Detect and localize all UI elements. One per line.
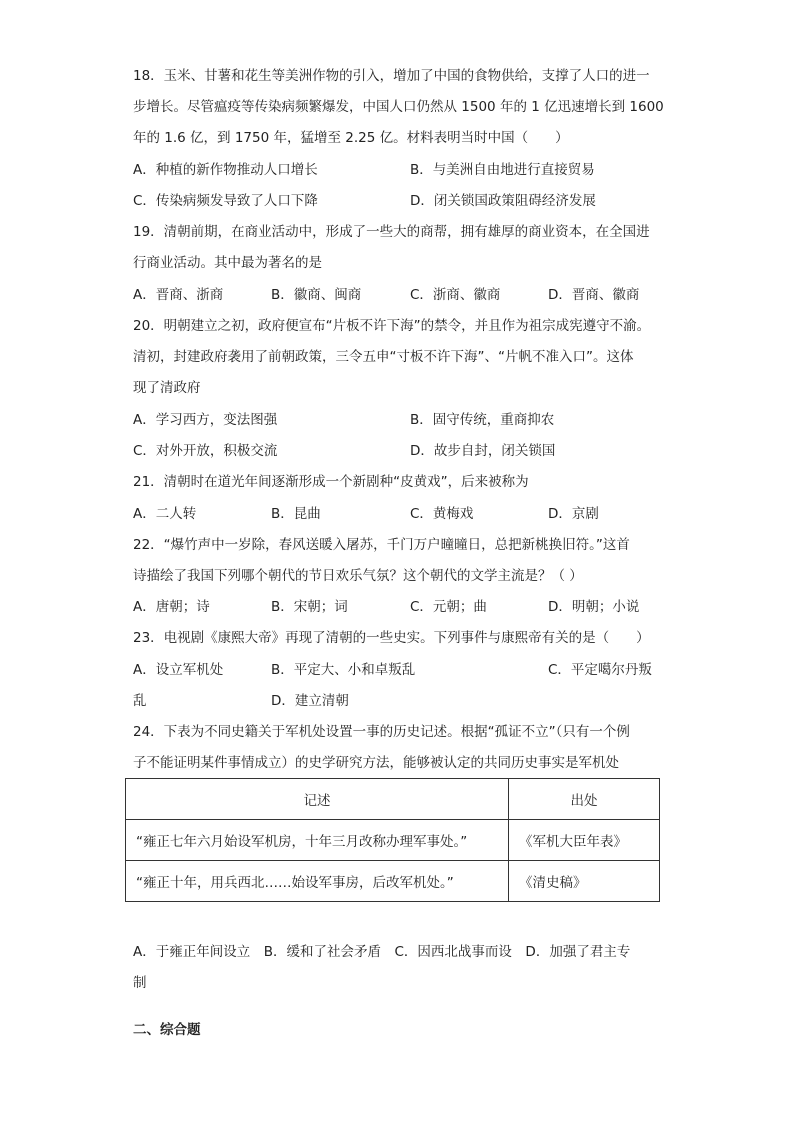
- q20-stem-line-1: 20．明朝建立之初，政府便宣布“片板不许下海”的禁令，并且作为祖宗成宪遵守不渝。: [133, 318, 651, 334]
- q23-option-d: D．建立清朝: [271, 693, 349, 709]
- q19-option-d: D．晋商、徽商: [548, 287, 640, 303]
- q18-stem-line-3: 年的 1.6 亿，到 1750 年，猛增至 2.25 亿。材料表明当时中国（ ）: [133, 130, 569, 146]
- q24-options-line-2: 制: [133, 975, 147, 991]
- q22-option-c: C．元朝；曲: [410, 599, 487, 615]
- q21-option-a: A．二人转: [133, 506, 197, 522]
- q19-option-b: B．徽商、闽商: [271, 287, 362, 303]
- q22-stem-line-1: 22．“爆竹声中一岁除，春风送暖入屠苏，千门万户曈曈日，总把新桃换旧符。”这首: [133, 537, 630, 553]
- table-cell-account: “雍正七年六月始设军机房，十年三月改称办理军事处。”: [126, 820, 509, 861]
- source-table: [125, 778, 660, 902]
- table-cell-source: 《军机大臣年表》: [509, 820, 660, 861]
- q23-option-a: A．设立军机处: [133, 662, 224, 678]
- table-header-source: 出处: [509, 779, 660, 820]
- q18-stem-line-2: 步增长。尽管瘟疫等传染病频繁爆发，中国人口仍然从 1500 年的 1 亿迅速增长到 1600: [133, 99, 664, 115]
- q21-option-c: C．黄梅戏: [410, 506, 474, 522]
- q22-option-d: D．明朝；小说: [548, 599, 640, 615]
- table-row: [126, 820, 660, 861]
- q20-option-c: C．对外开放，积极交流: [133, 443, 278, 459]
- q23-option-b: B．平定大、小和卓叛乱: [271, 662, 416, 678]
- q23-stem-line-1: 23．电视剧《康熙大帝》再现了清朝的一些史实。下列事件与康熙帝有关的是（ ）: [133, 630, 650, 646]
- table-cell-source: 《清史稿》: [509, 861, 660, 902]
- q20-stem-line-2: 清初，封建政府袭用了前朝政策，三令五申“寸板不许下海”、“片帆不准入口”。这体: [133, 349, 634, 365]
- section-heading: 二、综合题: [133, 1022, 201, 1038]
- q24-stem-line-2: 子不能证明某件事情成立）的史学研究方法，能够被认定的共同历史事实是军机处: [133, 755, 619, 771]
- q23-option-c-continued: 乱: [133, 693, 147, 709]
- q18-option-c: C．传染病频发导致了人口下降: [133, 193, 318, 209]
- q18-option-b: B．与美洲自由地进行直接贸易: [410, 162, 595, 178]
- q21-stem-line-1: 21．清朝时在道光年间逐渐形成一个新剧种“皮黄戏”，后来被称为: [133, 474, 529, 490]
- q18-option-d: D．闭关锁国政策阻碍经济发展: [410, 193, 596, 209]
- q21-option-d: D．京剧: [548, 506, 599, 522]
- q19-option-a: A．晋商、浙商: [133, 287, 224, 303]
- q22-stem-line-2: 诗描绘了我国下列哪个朝代的节日欢乐气氛？这个朝代的文学主流是？（ ）: [133, 568, 583, 584]
- q24-options-line-1: A．于雍正年间设立 B．缓和了社会矛盾 C．因西北战事而设 D．加强了君主专: [133, 944, 631, 960]
- q20-stem-line-3: 现了清政府: [133, 380, 201, 396]
- q20-option-a: A．学习西方，变法图强: [133, 412, 278, 428]
- table-header-account: 记述: [126, 779, 509, 820]
- q19-option-c: C．浙商、徽商: [410, 287, 501, 303]
- q22-option-a: A．唐朝；诗: [133, 599, 210, 615]
- q18-stem-line-1: 18．玉米、甘薯和花生等美洲作物的引入，增加了中国的食物供给，支撑了人口的进一: [133, 68, 650, 84]
- q22-option-b: B．宋朝；词: [271, 599, 348, 615]
- q19-stem-line-1: 19．清朝前期，在商业活动中，形成了一些大的商帮，拥有雄厚的商业资本，在全国进: [133, 224, 650, 240]
- table-row: [126, 861, 660, 902]
- q18-option-a: A．种植的新作物推动人口增长: [133, 162, 318, 178]
- table-header-row: [126, 779, 660, 820]
- q20-option-d: D．故步自封，闭关锁国: [410, 443, 556, 459]
- table-cell-account: “雍正十年，用兵西北……始设军事房，后改军机处。”: [126, 861, 509, 902]
- q24-stem-line-1: 24．下表为不同史籍关于军机处设置一事的历史记述。根据“孤证不立”（只有一个例: [133, 724, 630, 740]
- q23-option-c: C．平定噶尔丹叛: [548, 662, 652, 678]
- q20-option-b: B．固守传统，重商抑农: [410, 412, 555, 428]
- q21-option-b: B．昆曲: [271, 506, 321, 522]
- q19-stem-line-2: 行商业活动。其中最为著名的是: [133, 255, 322, 271]
